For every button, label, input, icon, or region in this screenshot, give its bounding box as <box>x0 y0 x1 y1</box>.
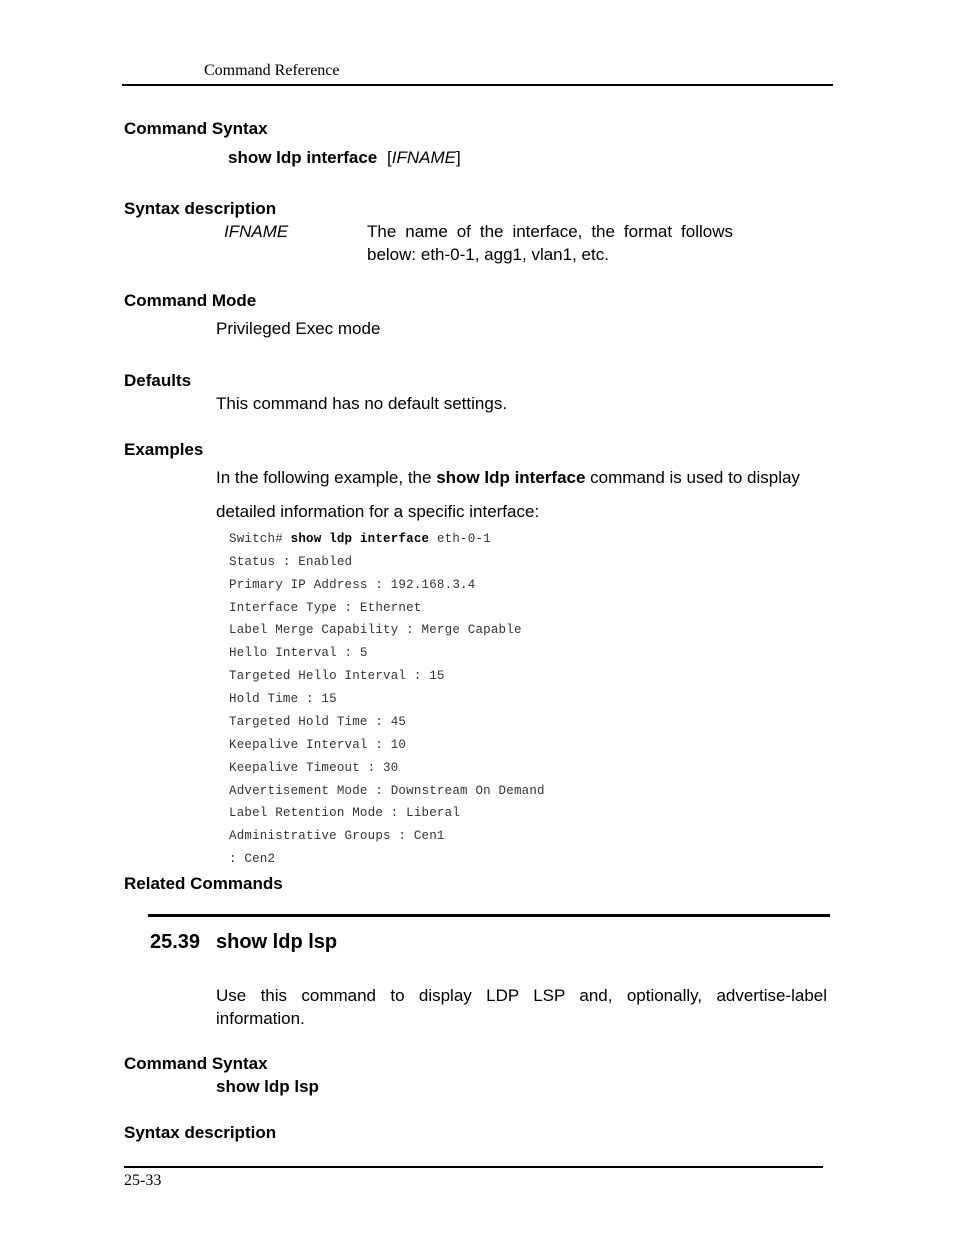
code-output-line: Targeted Hello Interval : 15 <box>229 669 445 683</box>
syntax-description-heading: Syntax description <box>124 199 277 218</box>
defaults-text: This command has no default settings. <box>216 394 508 413</box>
arg-bracket-open: [ <box>386 148 392 167</box>
section-number: 25.39 <box>150 931 201 953</box>
code-prompt-arg: eth-0-1 <box>429 532 491 546</box>
code-output-line: Primary IP Address : 192.168.3.4 <box>229 578 476 592</box>
code-output-line: Status : Enabled <box>229 555 353 569</box>
section-syntax-description-heading: Syntax description <box>124 1123 277 1142</box>
examples-intro-post: command is used to display <box>585 468 800 487</box>
code-output-line: Hello Interval : 5 <box>229 646 368 660</box>
syntax-param-desc-line2: below: eth-0-1, agg1, vlan1, etc. <box>367 245 609 264</box>
footer-rule <box>124 1166 823 1168</box>
running-header: Command Reference <box>204 62 340 79</box>
code-output-line: Advertisement Mode : Downstream On Demand <box>229 784 545 798</box>
command-syntax-heading: Command Syntax <box>124 119 268 138</box>
code-prompt-command: show ldp interface <box>290 532 430 546</box>
header-rule <box>122 84 833 86</box>
section-title: show ldp lsp <box>216 931 338 953</box>
command-mode-text: Privileged Exec mode <box>216 319 381 338</box>
code-output-line: : Cen2 <box>229 852 276 866</box>
arg-bracket-close: ] <box>455 148 461 167</box>
code-output-line: Targeted Hold Time : 45 <box>229 715 407 729</box>
examples-heading: Examples <box>124 440 204 459</box>
syntax-param-desc-line1: The name of the interface, the format follows <box>367 222 733 241</box>
defaults-heading: Defaults <box>124 371 192 390</box>
code-output-line: Keepalive Timeout : 30 <box>229 761 399 775</box>
command-syntax-arg: IFNAME <box>391 148 456 167</box>
command-syntax-line <box>228 148 461 168</box>
section-rule <box>148 914 830 917</box>
code-output-line: Interface Type : Ethernet <box>229 601 422 615</box>
page-number: 25-33 <box>124 1172 162 1189</box>
related-commands-heading: Related Commands <box>124 874 283 893</box>
code-output-line: Hold Time : 15 <box>229 692 337 706</box>
code-prompt: Switch# <box>229 532 291 546</box>
examples-intro-pre: In the following example, the <box>216 468 437 487</box>
section-heading <box>150 931 337 954</box>
section-description: Use this command to display LDP LSP and, optionally, advertise-label information. <box>216 986 827 1028</box>
examples-intro-cmd: show ldp interface <box>436 468 586 487</box>
code-output-line: Administrative Groups : Cen1 <box>229 829 445 843</box>
code-output-line: Label Retention Mode : Liberal <box>229 806 461 820</box>
examples-intro-line2: detailed information for a specific interface: <box>216 502 540 521</box>
command-mode-heading: Command Mode <box>124 291 257 310</box>
examples-intro-line1 <box>216 468 800 488</box>
section-command-syntax: show ldp lsp <box>216 1077 319 1096</box>
code-output-line: Label Merge Capability : Merge Capable <box>229 623 522 637</box>
syntax-param: IFNAME <box>224 222 289 241</box>
code-output-line: Keepalive Interval : 10 <box>229 738 407 752</box>
command-syntax-command: show ldp interface <box>228 148 378 167</box>
code-prompt-line <box>229 532 491 546</box>
section-command-syntax-heading: Command Syntax <box>124 1054 268 1073</box>
